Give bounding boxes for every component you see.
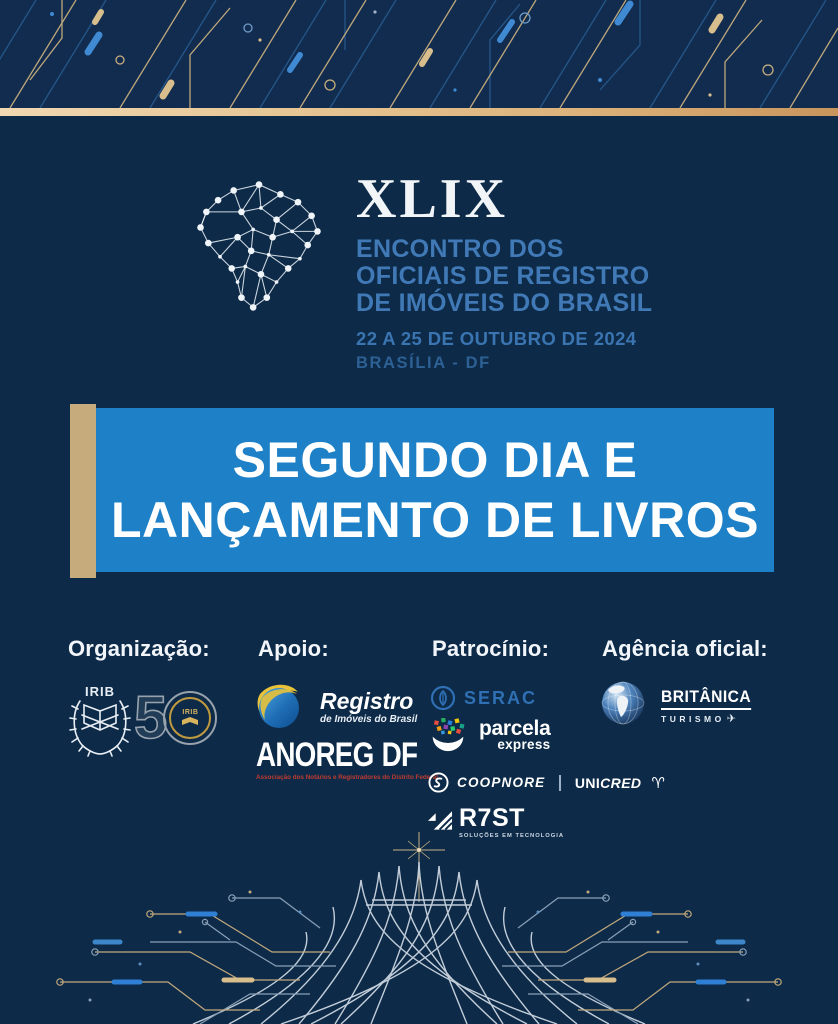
event-date: 22 A 25 DE OUTUBRO DE 2024: [356, 328, 637, 349]
coopnore-unicred-logo: [428, 772, 665, 793]
anoreg-name: ANOREG: [256, 736, 374, 774]
unicred-cred: CRED: [600, 774, 642, 791]
banner-accent-bar: [70, 404, 96, 578]
britanica-globe-icon: [600, 680, 646, 726]
parcela-text-block: [479, 719, 550, 751]
parcela-name: parcela: [479, 717, 551, 740]
airplane-icon: ✈: [726, 712, 736, 725]
r7st-subtext: SOLUÇÕES EM TECNOLOGIA: [459, 833, 565, 839]
britanica-turismo: [661, 712, 759, 725]
registro-subtitle: de Imóveis do Brasil: [320, 714, 418, 725]
coopnore-link-icon: [428, 772, 449, 793]
gold-divider-stripe: [0, 108, 838, 116]
support-label: Apoio:: [258, 636, 329, 661]
event-title-line2: OFICIAIS DE REGISTRO: [356, 262, 650, 290]
banner-line1: SEGUNDO DIA E: [232, 432, 638, 488]
event-header: [356, 168, 686, 373]
britanica-text-block: [661, 687, 759, 725]
serac-name: SERAC: [464, 687, 538, 708]
serac-logo: [430, 685, 537, 711]
irib-wreath-icon: [68, 699, 132, 757]
irib-50-ring: [163, 691, 217, 745]
britanica-turismo-text: TURISMO: [661, 713, 725, 724]
banner: [96, 408, 774, 572]
irib-50-digit: 5: [134, 684, 168, 751]
unicred-uni: UNI: [574, 774, 601, 791]
banner-line2: LANÇAMENTO DE LIVROS: [111, 492, 759, 548]
registro-globe-icon: [256, 682, 306, 730]
registro-imoveis-logo: [256, 682, 417, 730]
anoreg-subtext: Associação dos Notários e Registradores do Distrito Federal: [256, 774, 438, 781]
anoreg-df-logo: [256, 736, 438, 781]
circuit-band: [0, 0, 838, 108]
coopnore-name: COOPNORE: [457, 775, 546, 790]
sponsorship-label: Patrocínio:: [432, 636, 550, 661]
serac-leaf-icon: [430, 685, 456, 711]
r7st-icon: [428, 807, 453, 831]
coop-unicred-divider: [559, 775, 561, 791]
event-title: [356, 236, 686, 317]
event-location: BRASÍLIA - DF: [356, 354, 491, 372]
circuit-pattern-icon: [0, 0, 838, 108]
brazil-network-logo: [183, 170, 335, 322]
irib-50-badge: [169, 697, 211, 739]
registro-text-block: [320, 689, 417, 725]
parcela-express-text: express: [497, 737, 551, 752]
irib-logo: [68, 684, 132, 762]
unicred-name: [575, 775, 642, 791]
britanica-name: BRITÂNICA: [661, 687, 751, 710]
anoreg-region: DF: [381, 736, 418, 774]
agency-label: Agência oficial:: [602, 636, 768, 661]
irib-50-badge-text: IRIB: [182, 709, 199, 716]
unicred-ram-icon: ♈: [651, 773, 665, 792]
gold-book-icon: [181, 717, 199, 727]
parcela-icon: [430, 718, 466, 752]
irib-logo-text: IRIB: [85, 684, 115, 699]
event-title-line1: ENCONTRO DOS: [356, 235, 564, 263]
brasilia-cathedral-art: [0, 832, 838, 1024]
britanica-logo: [600, 680, 759, 726]
irib-50-logo: [134, 684, 217, 751]
anoreg-wordmark: [256, 736, 418, 774]
parcela-express-logo: [430, 718, 550, 752]
event-roman-numeral: XLIX: [356, 168, 509, 230]
registro-name: Registro: [320, 688, 414, 714]
r7st-name: R7ST: [459, 804, 525, 832]
event-title-line3: DE IMÓVEIS DO BRASIL: [356, 289, 653, 317]
organization-label: Organização:: [68, 636, 210, 661]
